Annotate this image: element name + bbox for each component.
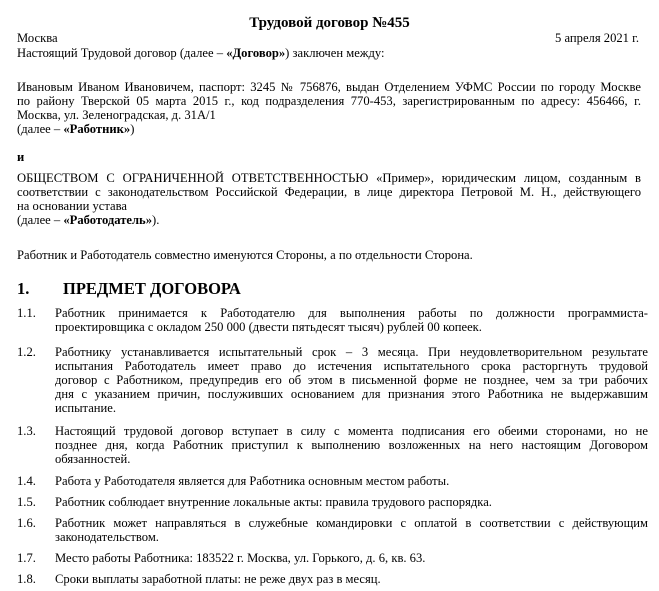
clause-line: Место работы Работника: 183522 г. Москва, ул. Горького, д. 6, кв. 63. (55, 551, 426, 565)
clause-line: Работа у Работодателя является для Работника основным местом работы. (55, 474, 450, 488)
clause-line: Работник принимается к Работодателю для выполнения работы по должности программиста- (55, 306, 648, 320)
intro-term: «Договор» (226, 46, 286, 60)
clause-number: 1.3. (17, 424, 36, 438)
clause-line: обязанностей. (55, 452, 131, 466)
employer-alias (17, 213, 641, 227)
clause-line: проектировщика с окладом 250 000 (двести пятьдесят тысяч) рублей 00 копеек. (55, 320, 482, 334)
clause-line: позднее дня, когда Работник приступил к выполнению возложенных на него настоящим Договором (55, 438, 648, 452)
employee-line: Ивановым Иваном Ивановичем, паспорт: 3245 № 756876, выдан Отделением УФМС России по городу Москве (17, 80, 641, 94)
clause-number: 1.7. (17, 551, 36, 565)
clause-line: испытание. (55, 401, 116, 415)
document-title: Трудовой договор №455 (249, 15, 410, 31)
conjunction: и (17, 150, 25, 164)
section-title: ПРЕДМЕТ ДОГОВОРА (63, 279, 241, 298)
employer-line: ОБЩЕСТВОМ С ОГРАНИЧЕННОЙ ОТВЕТСТВЕННОСТЬЮ «Пример», юридическим лицом, созданным в (17, 171, 641, 185)
section-number: 1. (17, 279, 30, 298)
clause-number: 1.5. (17, 495, 36, 509)
clause-number: 1.8. (17, 572, 36, 586)
clause-text (55, 424, 648, 466)
clause-line: Работник может направляться в служебные командировки с оплатой в соответствии с действующим (55, 516, 648, 530)
alias-after: ). (152, 213, 160, 227)
clause-line: дня с указанием причин, послуживших основанием для признания этого Работника не выдержавшим (55, 387, 648, 401)
alias-term: «Работодатель» (63, 213, 153, 227)
clause-line: законодательством. (55, 530, 159, 544)
employee-alias (17, 122, 641, 136)
clause-line: испытания Работодатель имеет право до истечения испытательного срока расторгнуть трудовой (55, 359, 648, 373)
employer-line: соответствии с законодательством Российской Федерации, в лице директора Петровой М. Н., действующего (17, 185, 641, 199)
clause-line: Настоящий трудовой договор вступает в силу с момента подписания его обеими сторонами, но не (55, 424, 648, 438)
city: Москва (17, 31, 58, 45)
clause-number: 1.4. (17, 474, 36, 488)
clause-line: договор с Работником, предупредив его об этом в письменной форме не позднее, чем за три рабочих (55, 373, 648, 387)
clause-line: Работник соблюдает внутренние локальные акты: правила трудового распорядка. (55, 495, 492, 509)
clause-text (55, 345, 648, 415)
alias-before: (далее – (17, 213, 64, 227)
clause-text (55, 306, 648, 334)
clause-number: 1.2. (17, 345, 36, 359)
clause-line: Работнику устанавливается испытательный срок – 3 месяца. При неудовлетворительном результате (55, 345, 648, 359)
clause-number: 1.6. (17, 516, 36, 530)
clause-number: 1.1. (17, 306, 36, 320)
intro-after: ) заключен между: (285, 46, 385, 60)
contract-date: 5 апреля 2021 г. (555, 31, 639, 45)
clause-line: Сроки выплаты заработной платы: не реже двух раз в месяц. (55, 572, 381, 586)
intro-before: Настоящий Трудовой договор (далее – (17, 46, 227, 60)
alias-after: ) (130, 122, 135, 136)
clause-text (55, 572, 648, 586)
parties-note: Работник и Работодатель совместно именуются Стороны, а по отдельности Сторона. (17, 248, 473, 262)
employee-party (17, 80, 641, 136)
clause-text (55, 495, 648, 509)
employer-line: на основании устава (17, 199, 127, 213)
clause-text (55, 551, 648, 565)
employee-line: Москва, ул. Зеленоградская, д. 31А/1 (17, 108, 216, 122)
alias-before: (далее – (17, 122, 64, 136)
employee-line: по району Тверской 05 марта 2015 г., код подразделения 770-453, зарегистрированным по адресу: 456466, г. (17, 94, 641, 108)
clause-text (55, 474, 648, 488)
employer-party (17, 171, 641, 227)
clause-text (55, 516, 648, 544)
alias-term: «Работник» (63, 122, 131, 136)
intro-line (17, 46, 641, 60)
